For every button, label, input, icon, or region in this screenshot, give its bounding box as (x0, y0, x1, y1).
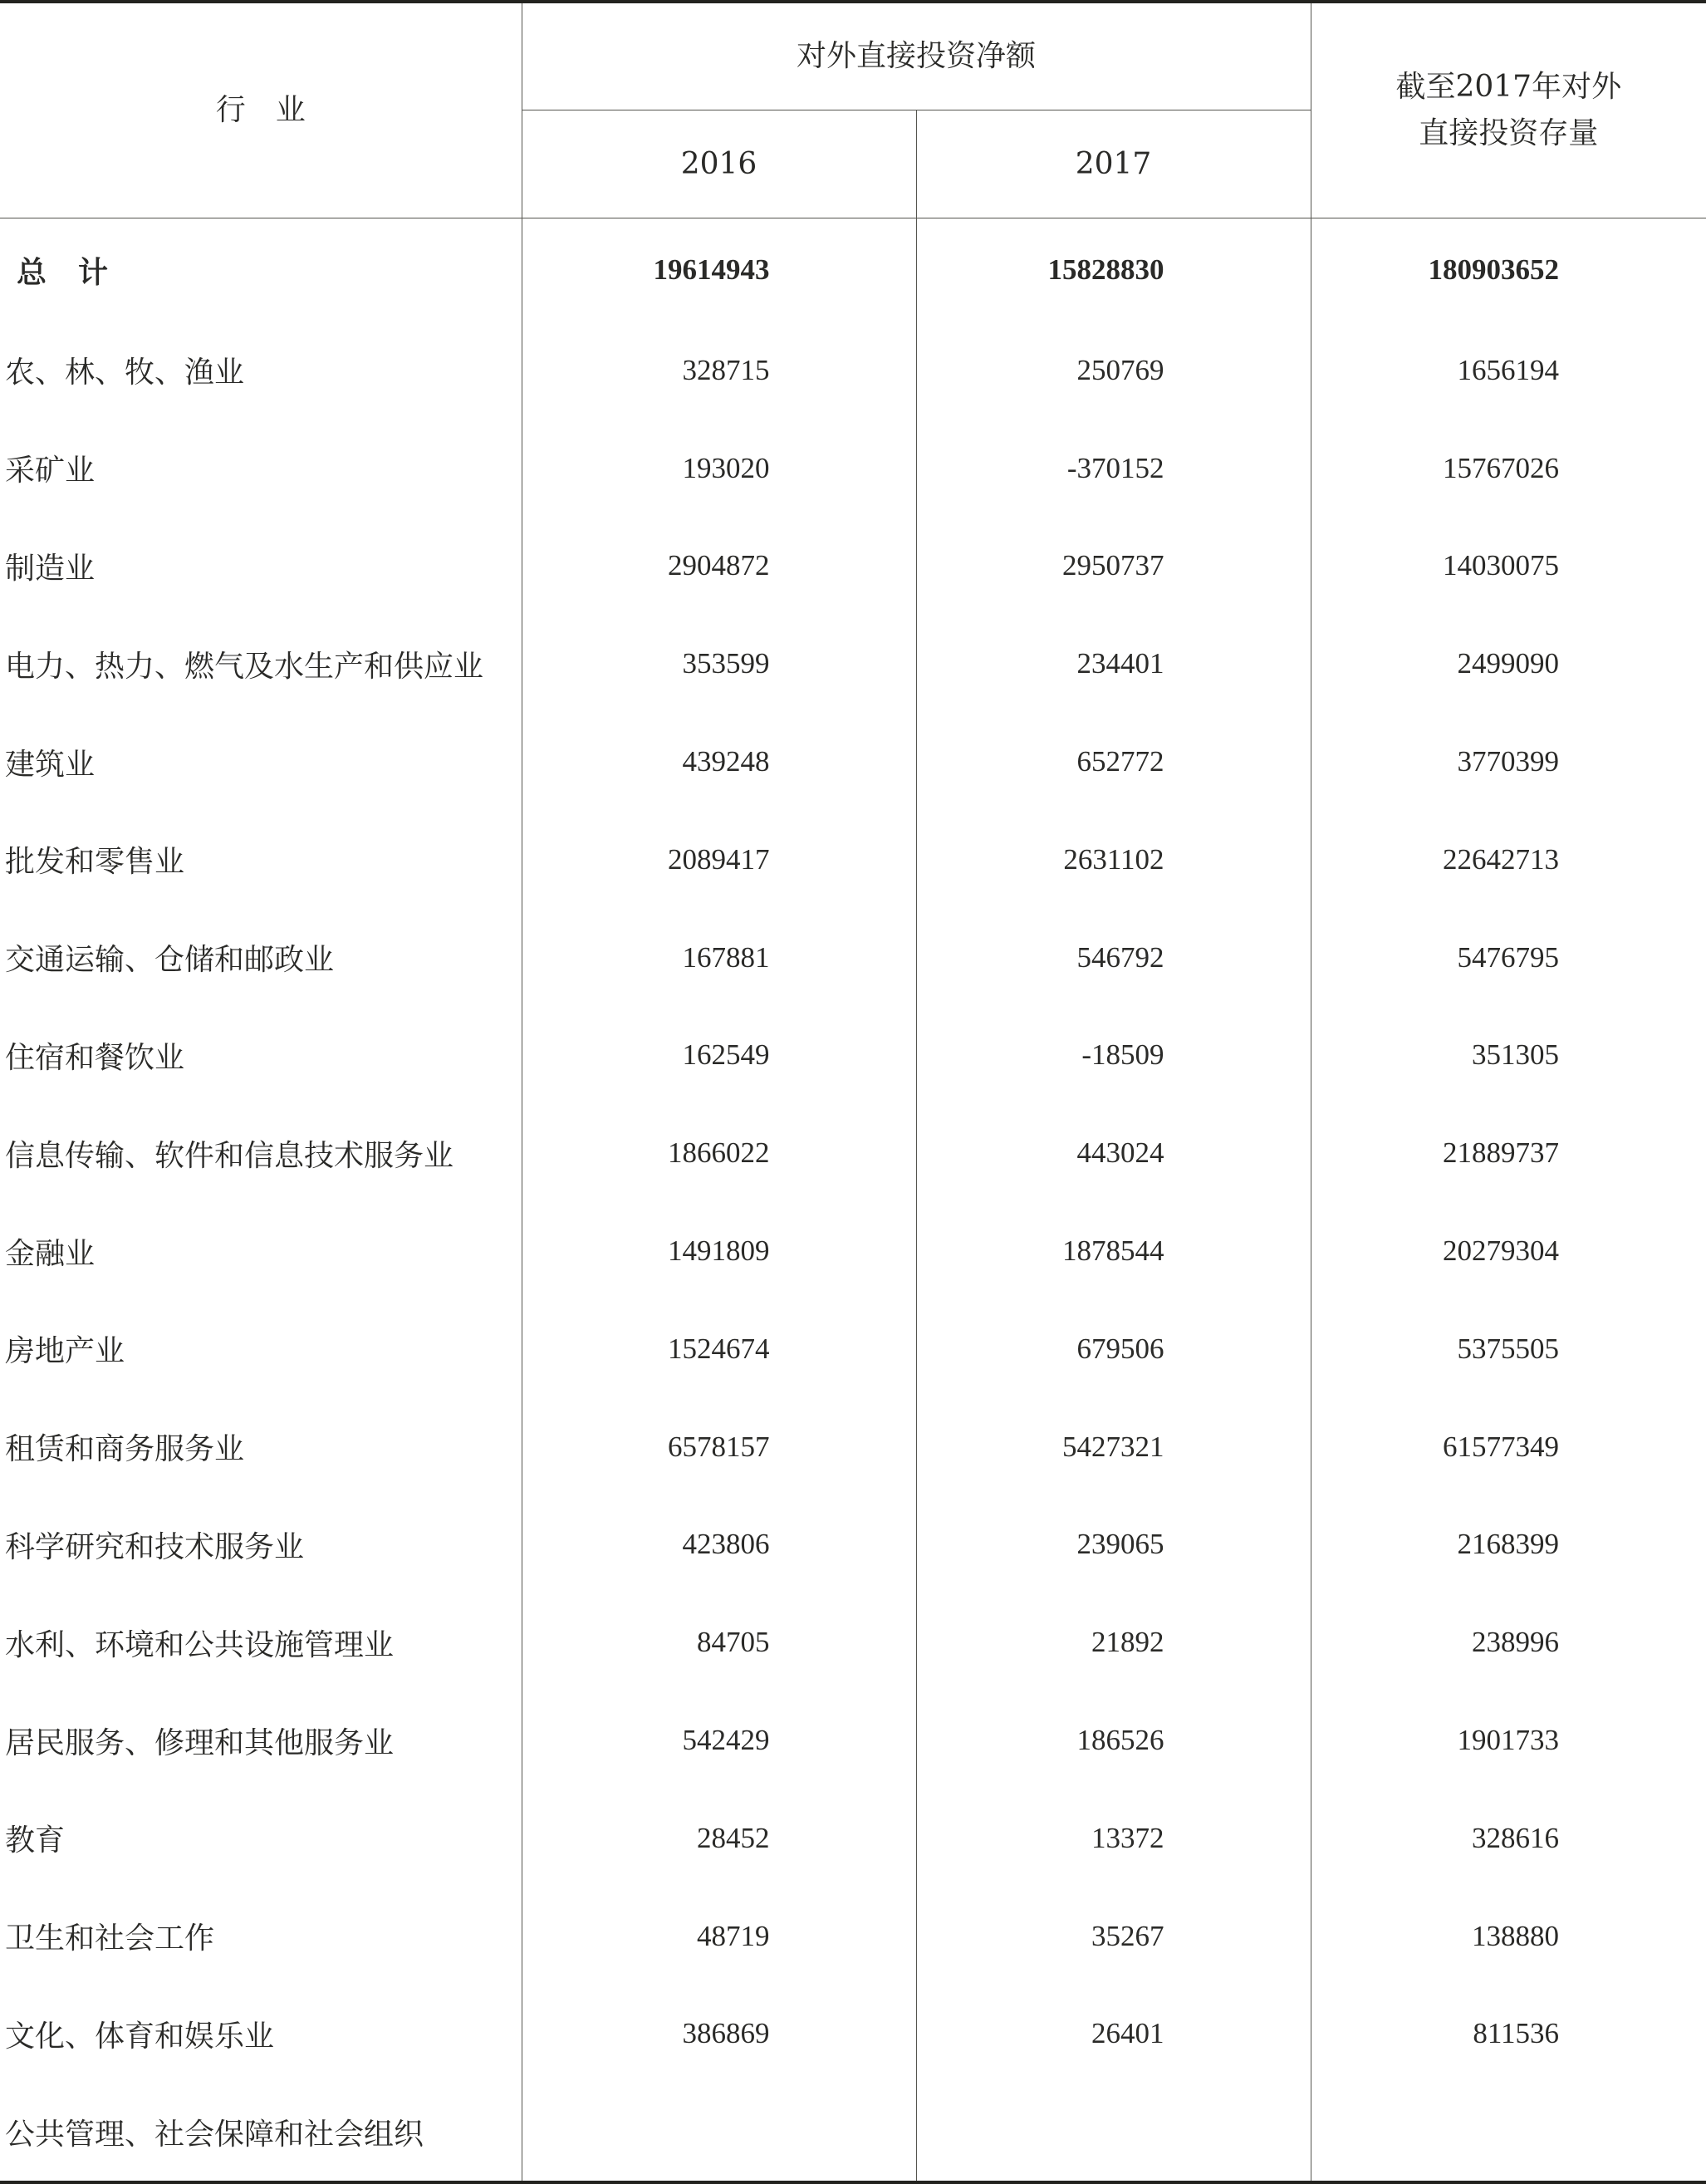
row-2016: 2904872 (522, 518, 916, 616)
row-2017: 250769 (916, 321, 1311, 420)
total-2016: 19614943 (522, 218, 916, 322)
row-2016: 2089417 (522, 811, 916, 909)
row-stock: 2168399 (1457, 1528, 1560, 1561)
row-2017: -18509 (916, 1007, 1311, 1105)
row-industry: 建筑业 (0, 713, 522, 811)
table-row (0, 909, 1706, 1007)
row-stock: 1901733 (1457, 1724, 1560, 1757)
row-2017: 35267 (916, 1887, 1311, 1985)
header-stock-line2: 直接投资存量 (1419, 116, 1599, 150)
row-industry: 金融业 (0, 1202, 522, 1300)
row-2016: 28452 (522, 1789, 916, 1887)
table-row (0, 615, 1706, 713)
header-stock (1311, 2, 1706, 218)
row-2016: 84705 (522, 1593, 916, 1691)
row-2016: 439248 (522, 713, 916, 811)
row-industry: 租赁和商务服务业 (0, 1398, 522, 1496)
table-row (0, 1300, 1706, 1398)
header-year-2017: 2017 (916, 110, 1311, 218)
row-stock: 14030075 (1443, 549, 1560, 582)
row-industry: 房地产业 (0, 1300, 522, 1398)
total-2017: 15828830 (916, 218, 1311, 322)
row-2016: 1491809 (522, 1202, 916, 1300)
row-industry: 文化、体育和娱乐业 (0, 1985, 522, 2083)
row-industry: 卫生和社会工作 (0, 1887, 522, 1985)
row-2017: 679506 (916, 1300, 1311, 1398)
table-row (0, 1789, 1706, 1887)
table-row (0, 1398, 1706, 1496)
row-stock: 15767026 (1443, 451, 1560, 484)
row-stock: 61577349 (1443, 1430, 1560, 1463)
table-row (0, 1691, 1706, 1789)
row-stock: 1656194 (1457, 353, 1560, 386)
row-2017: 1878544 (916, 1202, 1311, 1300)
header-stock-line1: 截至2017年对外 (1395, 70, 1622, 104)
row-2016: 1524674 (522, 1300, 916, 1398)
row-industry: 科学研究和技术服务业 (0, 1496, 522, 1594)
row-stock: 22642713 (1443, 842, 1560, 876)
row-2016: 193020 (522, 420, 916, 518)
row-2017: -370152 (916, 420, 1311, 518)
row-2017: 234401 (916, 615, 1311, 713)
row-industry: 教育 (0, 1789, 522, 1887)
row-stock (1311, 2083, 1706, 2182)
table-row (0, 1496, 1706, 1594)
row-stock: 3770399 (1457, 745, 1560, 778)
row-2016: 1866022 (522, 1104, 916, 1202)
row-2017: 2950737 (916, 518, 1311, 616)
row-2017: 26401 (916, 1985, 1311, 2083)
row-stock: 328616 (1472, 1821, 1560, 1854)
row-2016: 162549 (522, 1007, 916, 1105)
total-stock: 180903652 (1428, 253, 1560, 286)
row-2016 (522, 2083, 916, 2182)
row-2017: 186526 (916, 1691, 1311, 1789)
row-industry: 电力、热力、燃气及水生产和供应业 (0, 615, 522, 713)
row-stock: 811536 (1473, 2017, 1560, 2050)
row-2016: 542429 (522, 1691, 916, 1789)
table-row-total (0, 218, 1706, 322)
row-2016: 167881 (522, 909, 916, 1007)
row-industry: 采矿业 (0, 420, 522, 518)
row-stock: 5375505 (1457, 1332, 1560, 1365)
row-2016: 48719 (522, 1887, 916, 1985)
table-row (0, 1985, 1706, 2083)
header-net-investment: 对外直接投资净额 (522, 2, 1311, 110)
row-industry: 制造业 (0, 518, 522, 616)
row-2017: 546792 (916, 909, 1311, 1007)
table-row (0, 1007, 1706, 1105)
row-2017 (916, 2083, 1311, 2182)
row-2017: 652772 (916, 713, 1311, 811)
table-row (0, 1593, 1706, 1691)
row-industry: 住宿和餐饮业 (0, 1007, 522, 1105)
row-2016: 423806 (522, 1496, 916, 1594)
header-year-2016: 2016 (522, 110, 916, 218)
row-2016: 353599 (522, 615, 916, 713)
table-row (0, 518, 1706, 616)
row-2016: 6578157 (522, 1398, 916, 1496)
row-2017: 5427321 (916, 1398, 1311, 1496)
row-2016: 386869 (522, 1985, 916, 2083)
row-stock: 21889737 (1443, 1136, 1560, 1170)
row-industry: 批发和零售业 (0, 811, 522, 909)
table-row (0, 420, 1706, 518)
row-stock: 138880 (1472, 1919, 1560, 1952)
table-row (0, 811, 1706, 909)
table-row (0, 321, 1706, 420)
row-industry: 居民服务、修理和其他服务业 (0, 1691, 522, 1789)
row-industry: 信息传输、软件和信息技术服务业 (0, 1104, 522, 1202)
row-2016: 328715 (522, 321, 916, 420)
row-2017: 13372 (916, 1789, 1311, 1887)
row-2017: 443024 (916, 1104, 1311, 1202)
table-row (0, 713, 1706, 811)
header-industry: 行 业 (0, 2, 522, 218)
table-row (0, 1104, 1706, 1202)
table-row (0, 1887, 1706, 1985)
row-2017: 239065 (916, 1496, 1311, 1594)
table-row (0, 2083, 1706, 2182)
table-row (0, 1202, 1706, 1300)
row-2017: 21892 (916, 1593, 1311, 1691)
row-stock: 2499090 (1457, 647, 1560, 680)
row-industry: 公共管理、社会保障和社会组织 (0, 2083, 522, 2182)
row-stock: 351305 (1472, 1038, 1560, 1072)
row-industry: 农、林、牧、渔业 (0, 321, 522, 420)
total-label: 总计 (0, 218, 522, 322)
row-industry: 水利、环境和公共设施管理业 (0, 1593, 522, 1691)
row-industry: 交通运输、仓储和邮政业 (0, 909, 522, 1007)
row-stock: 238996 (1472, 1626, 1560, 1659)
row-2017: 2631102 (916, 811, 1311, 909)
row-stock: 5476795 (1457, 940, 1560, 974)
row-stock: 20279304 (1443, 1234, 1560, 1268)
